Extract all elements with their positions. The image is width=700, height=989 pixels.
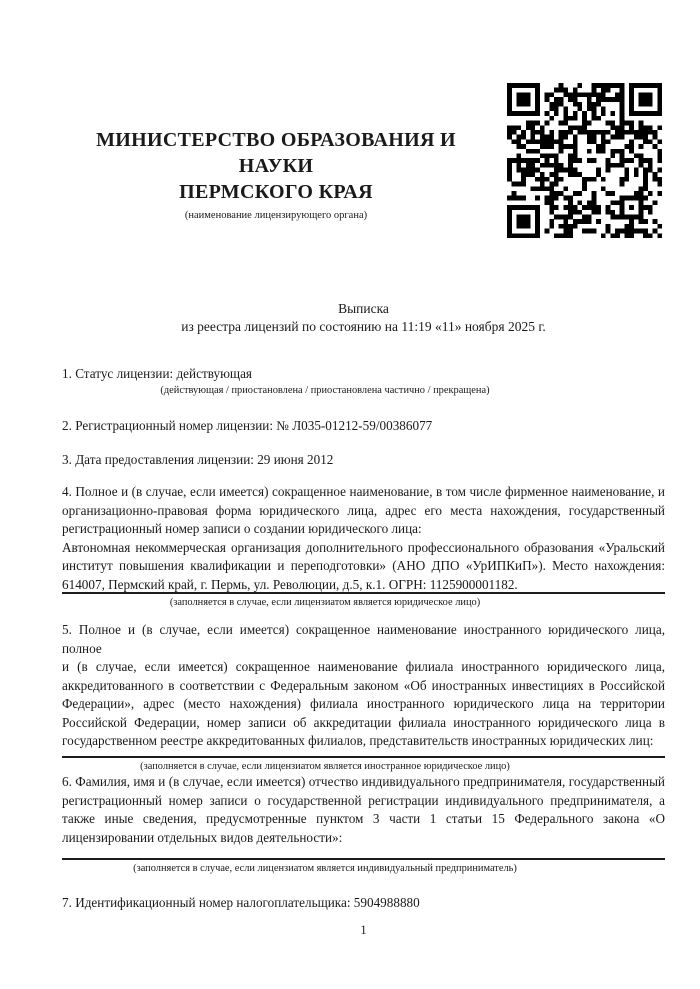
entrepreneur-info [62,773,665,847]
foreign-entity-note: (заполняется в случае, если лицензиатом является иностранное юридическое лицо) [140,760,510,772]
legal-entity-info [62,483,665,594]
text-line: регистрационный номер записи о государственной регистрации индивидуального предпринимателя, а [62,792,665,808]
registration-number: 2. Регистрационный номер лицензии: № Л035-01212-59/00386077 [62,418,433,433]
document-title-line2: из реестра лицензий по состоянию на 11:19 «11» ноября 2025 г. [181,318,546,334]
grant-date: 3. Дата предоставления лицензии: 29 июня 2012 [62,452,334,467]
text-line: Федерации», адрес (место нахождения) филиала иностранного юридического лица на территории [62,696,665,711]
entrepreneur-note: (заполняется в случае, если лицензиатом является индивидуальный предприниматель) [133,863,517,874]
licensing-authority-note: (наименование лицензирующего органа) [184,210,368,221]
ministry-name-line2: ПЕРМСКОГО КРАЯ [179,181,373,203]
fill-line [62,858,665,860]
document-title [62,300,665,335]
text-line: государственном реестре аккредитованных филиалов, представительств иностранных юридических лиц: [62,733,654,748]
text-line: также иные сведения, предусмотренные пунктом 3 части 1 статьи 15 Федерального закона «О [62,811,665,826]
ministry-name-line1: МИНИСТЕРСТВО ОБРАЗОВАНИЯ И НАУКИ [96,129,456,177]
foreign-entity-section [62,621,665,773]
text-line: Автономная некоммерческая организация дополнительного профессионального образования «Уральский [62,539,665,555]
license-status-section [62,365,665,397]
taxpayer-number: 7. Идентификационный номер налогоплательщика: 5904988880 [62,895,420,910]
entrepreneur-section [62,773,665,875]
registration-number-section [62,417,665,436]
text-line: 4. Полное и (в случае, если имеется) сокращенное наименование, в том числе фирменное наименование, и [62,484,665,499]
qr-code [507,83,662,238]
text-line: 6. Фамилия, имя и (в случае, если имеется) отчество индивидуального предпринимателя, государственный [62,774,665,789]
text-line: Российской Федерации, номер записи об аккредитации филиала иностранного юридического лица в [62,714,665,730]
text-line: лицензировании отдельных видов деятельности»: [62,829,343,845]
text-line: регистрационный номер записи о создании юридического лица: [62,521,422,536]
text-line: 614007, Пермский край, г. Пермь, ул. Революции, д.5, к.1. ОГРН: 1125900001182. [62,576,518,592]
text-line: институт повышения квалификации и переподготовки» (АНО ДПО «УрИПКиП»). Место нахождения: [62,558,665,573]
license-status: 1. Статус лицензии: действующая [62,366,253,381]
legal-entity-note: (заполняется в случае, если лицензиатом является юридическое лицо) [169,597,481,608]
grant-date-section [62,451,665,470]
foreign-entity-info [62,621,665,751]
text-line: и (в случае, если имеется) сокращенное наименование филиала иностранного юридического лица, [62,659,665,674]
license-status-note: (действующая / приостановлена / приостановлена частично / прекращена) [160,384,490,396]
text-line: аккредитованного в соответствии с Федеральным законом «Об иностранных инвестициях в Российской [62,677,665,693]
document-title-line1: Выписка [338,301,389,316]
ministry-header [58,127,494,222]
taxpayer-number-section [62,894,665,913]
fill-line [62,756,665,758]
text-line: 5. Полное и (в случае, если имеется) сокращенное наименование иностранного юридического лица, полное [62,622,665,656]
text-line: организационно-правовая форма юридического лица, адрес его места нахождения, государственный [62,502,665,518]
legal-entity-section [62,483,665,609]
page-number: 1 [360,923,367,937]
